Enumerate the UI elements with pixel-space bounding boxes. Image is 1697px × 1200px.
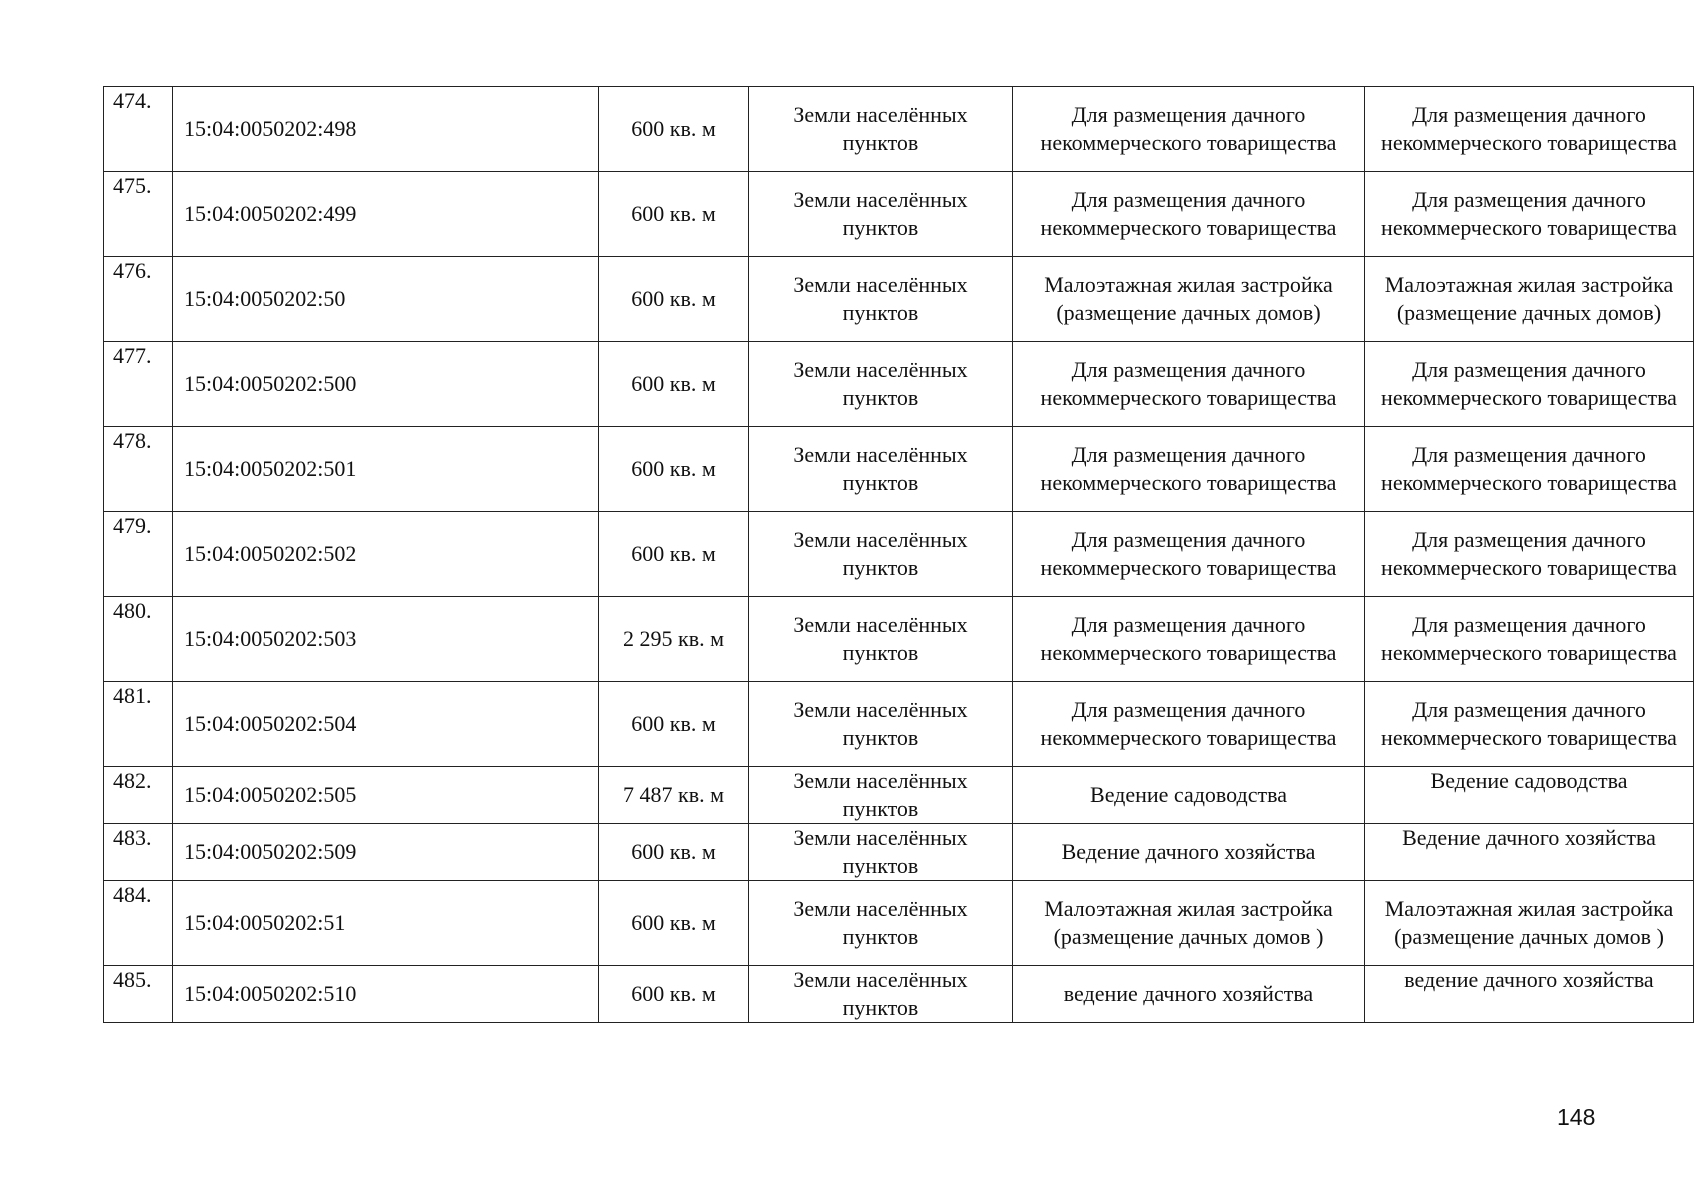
cadastral-number: 15:04:0050202:510 xyxy=(173,966,599,1023)
land-use: Для размещения дачного некоммерческого товарищества xyxy=(1013,342,1365,427)
table-row xyxy=(104,172,1694,257)
land-category: Земли населённых пунктов xyxy=(749,824,1013,881)
land-category: Земли населённых пунктов xyxy=(749,427,1013,512)
table-row xyxy=(104,881,1694,966)
cadastral-number: 15:04:0050202:505 xyxy=(173,767,599,824)
cadastral-number: 15:04:0050202:498 xyxy=(173,87,599,172)
land-category: Земли населённых пунктов xyxy=(749,512,1013,597)
table-row xyxy=(104,966,1694,1023)
area: 600 кв. м xyxy=(599,342,749,427)
row-number: 484. xyxy=(104,881,173,966)
page-number: 148 xyxy=(1557,1104,1596,1130)
cadastral-number: 15:04:0050202:502 xyxy=(173,512,599,597)
row-number: 478. xyxy=(104,427,173,512)
table-row xyxy=(104,512,1694,597)
permitted-use: Для размещения дачного некоммерческого товарищества xyxy=(1365,87,1694,172)
land-category: Земли населённых пунктов xyxy=(749,966,1013,1023)
land-category: Земли населённых пунктов xyxy=(749,172,1013,257)
area: 600 кв. м xyxy=(599,881,749,966)
permitted-use: Малоэтажная жилая застройка (размещение дачных домов) xyxy=(1365,257,1694,342)
cadastral-number: 15:04:0050202:509 xyxy=(173,824,599,881)
row-number: 474. xyxy=(104,87,173,172)
cadastral-number: 15:04:0050202:503 xyxy=(173,597,599,682)
permitted-use: Малоэтажная жилая застройка (размещение дачных домов ) xyxy=(1365,881,1694,966)
land-use: Для размещения дачного некоммерческого товарищества xyxy=(1013,597,1365,682)
table-row xyxy=(104,342,1694,427)
land-category: Земли населённых пунктов xyxy=(749,342,1013,427)
land-use: Для размещения дачного некоммерческого товарищества xyxy=(1013,512,1365,597)
cadastral-number: 15:04:0050202:501 xyxy=(173,427,599,512)
land-use: Малоэтажная жилая застройка (размещение дачных домов) xyxy=(1013,257,1365,342)
row-number: 480. xyxy=(104,597,173,682)
permitted-use: Для размещения дачного некоммерческого товарищества xyxy=(1365,597,1694,682)
table-row xyxy=(104,597,1694,682)
table-row xyxy=(104,257,1694,342)
table-row xyxy=(104,767,1694,824)
row-number: 483. xyxy=(104,824,173,881)
land-category: Земли населённых пунктов xyxy=(749,767,1013,824)
land-use: Для размещения дачного некоммерческого товарищества xyxy=(1013,427,1365,512)
cadastral-number: 15:04:0050202:50 xyxy=(173,257,599,342)
permitted-use: Для размещения дачного некоммерческого товарищества xyxy=(1365,682,1694,767)
cadastral-number: 15:04:0050202:51 xyxy=(173,881,599,966)
permitted-use: Для размещения дачного некоммерческого товарищества xyxy=(1365,512,1694,597)
row-number: 481. xyxy=(104,682,173,767)
land-use: Для размещения дачного некоммерческого товарищества xyxy=(1013,172,1365,257)
land-use: ведение дачного хозяйства xyxy=(1013,966,1365,1023)
area: 600 кв. м xyxy=(599,257,749,342)
cadastral-number: 15:04:0050202:504 xyxy=(173,682,599,767)
land-category: Земли населённых пунктов xyxy=(749,87,1013,172)
area: 600 кв. м xyxy=(599,172,749,257)
table-body xyxy=(104,87,1694,1023)
land-category: Земли населённых пунктов xyxy=(749,257,1013,342)
table-row xyxy=(104,427,1694,512)
land-use: Для размещения дачного некоммерческого товарищества xyxy=(1013,87,1365,172)
permitted-use: ведение дачного хозяйства xyxy=(1365,966,1694,1023)
area: 600 кв. м xyxy=(599,512,749,597)
table-row xyxy=(104,824,1694,881)
cadastral-number: 15:04:0050202:500 xyxy=(173,342,599,427)
area: 600 кв. м xyxy=(599,966,749,1023)
land-category: Земли населённых пунктов xyxy=(749,881,1013,966)
row-number: 482. xyxy=(104,767,173,824)
permitted-use: Ведение дачного хозяйства xyxy=(1365,824,1694,881)
area: 600 кв. м xyxy=(599,427,749,512)
land-plots-table xyxy=(103,86,1694,1023)
area: 600 кв. м xyxy=(599,87,749,172)
area: 600 кв. м xyxy=(599,682,749,767)
permitted-use: Ведение садоводства xyxy=(1365,767,1694,824)
area: 2 295 кв. м xyxy=(599,597,749,682)
land-use: Малоэтажная жилая застройка (размещение дачных домов ) xyxy=(1013,881,1365,966)
table-row xyxy=(104,682,1694,767)
row-number: 485. xyxy=(104,966,173,1023)
land-category: Земли населённых пунктов xyxy=(749,682,1013,767)
land-use: Ведение садоводства xyxy=(1013,767,1365,824)
area: 7 487 кв. м xyxy=(599,767,749,824)
table-row xyxy=(104,87,1694,172)
land-use: Для размещения дачного некоммерческого товарищества xyxy=(1013,682,1365,767)
row-number: 479. xyxy=(104,512,173,597)
permitted-use: Для размещения дачного некоммерческого товарищества xyxy=(1365,172,1694,257)
row-number: 477. xyxy=(104,342,173,427)
cadastral-number: 15:04:0050202:499 xyxy=(173,172,599,257)
row-number: 475. xyxy=(104,172,173,257)
permitted-use: Для размещения дачного некоммерческого товарищества xyxy=(1365,342,1694,427)
permitted-use: Для размещения дачного некоммерческого товарищества xyxy=(1365,427,1694,512)
row-number: 476. xyxy=(104,257,173,342)
land-category: Земли населённых пунктов xyxy=(749,597,1013,682)
land-use: Ведение дачного хозяйства xyxy=(1013,824,1365,881)
area: 600 кв. м xyxy=(599,824,749,881)
